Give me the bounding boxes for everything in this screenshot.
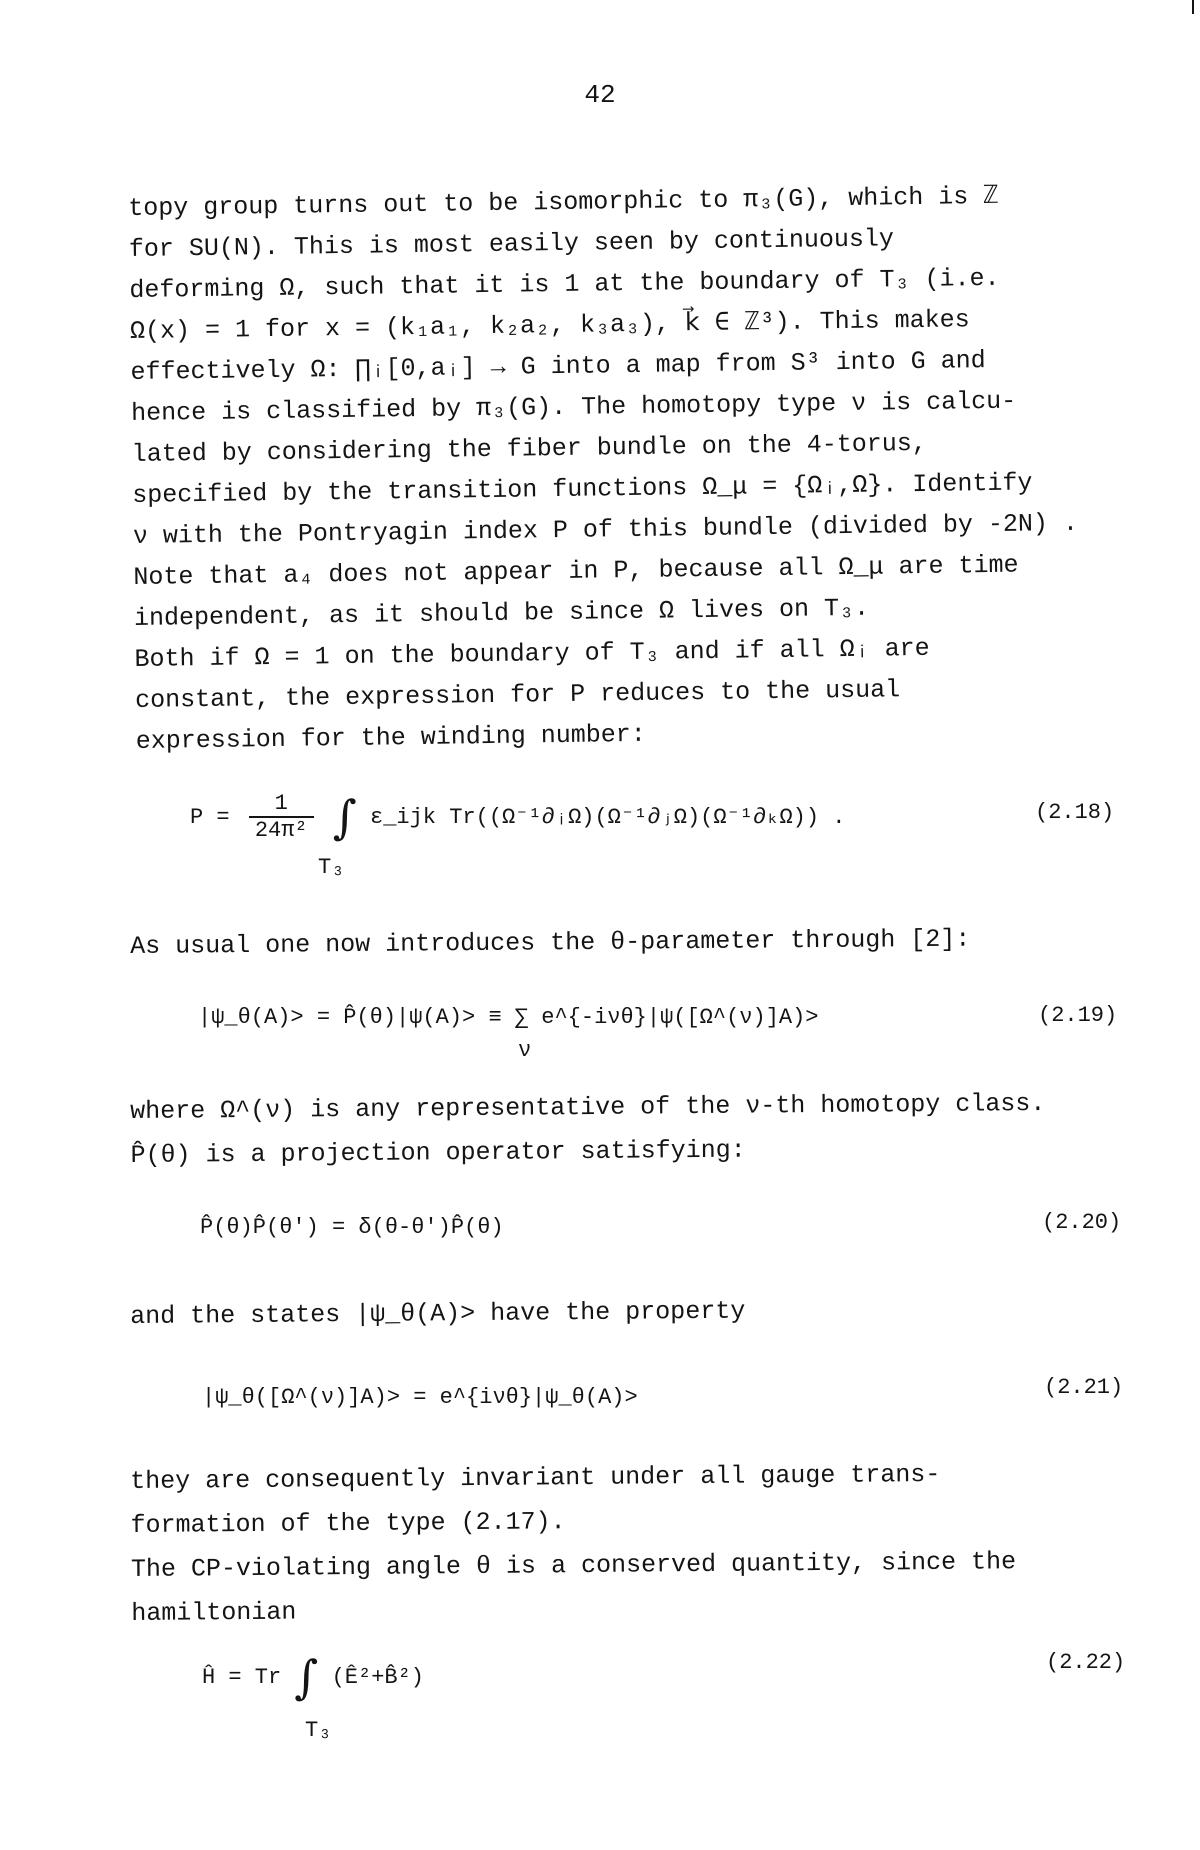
equation-number: (2.18) (1035, 800, 1115, 825)
integral-sign: ∫ (294, 1650, 319, 1704)
text-line: effectively Ω: ∏ᵢ[0,aᵢ] → G into a map from S³ into G and (130, 346, 986, 387)
text-line: As usual one now introduces the θ-parameter through [2]: (130, 924, 971, 961)
text-line: where Ω^(ν) is any representative of the ν-th homotopy class. (130, 1089, 1046, 1126)
eq-lhs: P = (190, 804, 230, 830)
eq-integrand: (Ê²+B̂²) (331, 1664, 425, 1690)
text-line: topy group turns out to be isomorphic to π₃(G), which is ℤ (128, 181, 999, 223)
text-line: Both if Ω = 1 on the boundary of T₃ and if all Ωᵢ are (134, 633, 930, 674)
text-line: Ω(x) = 1 for x = (k₁a₁, k₂a₂, k₃a₃), k⃗ ∈ ℤ³). This makes (129, 305, 970, 346)
text-line: for SU(N). This is most easily seen by continuously (128, 224, 895, 264)
text-line: lated by considering the fiber bundle on the 4-torus, (131, 428, 927, 469)
text-line: they are consequently invariant under all gauge trans- (130, 1459, 941, 1496)
equation-number: (2.22) (1046, 1650, 1126, 1675)
page-number: 42 (584, 80, 616, 110)
equation-2-21 (202, 1385, 638, 1410)
text-line: The CP-violating angle θ is a conserved quantity, since the (130, 1547, 1017, 1584)
equation-2-18 (190, 790, 846, 844)
text-line: P̂(θ) is a projection operator satisfying: (130, 1135, 746, 1170)
eq-expression: P̂(θ)P̂(θ') = δ(θ-θ')P̂(θ) (200, 1215, 504, 1240)
margin-mark (1192, 0, 1194, 14)
text-line: hamiltonian (131, 1597, 297, 1628)
text-theta-intro (130, 916, 1140, 969)
eq-lhs: Ĥ = Tr (202, 1664, 282, 1690)
text-representative (130, 1081, 1141, 1178)
text-line: hence is classified by π₃(G). The homotopy type ν is calcu- (130, 386, 1017, 428)
text-line: and the states |ψ_θ(A)> have the property (130, 1296, 746, 1331)
equation-2-19 (198, 1005, 819, 1030)
sum-index: ν (518, 1038, 532, 1063)
integral-sign: ∫ (332, 790, 357, 844)
paragraph-homotopy (128, 174, 1136, 762)
eq-integrand: ε_ijk Tr((Ω⁻¹∂ᵢΩ)(Ω⁻¹∂ⱼΩ)(Ω⁻¹∂ₖΩ)) . (370, 804, 846, 830)
text-line: expression for the winding number: (135, 719, 646, 756)
text-line: deforming Ω, such that it is 1 at the boundary of T₃ (i.e. (129, 263, 1000, 305)
equation-number: (2.21) (1044, 1375, 1124, 1400)
text-states-property (130, 1286, 1140, 1339)
fraction (249, 791, 314, 843)
text-line: formation of the type (2.17). (130, 1507, 566, 1540)
equation-number: (2.20) (1042, 1210, 1122, 1235)
equation-2-20 (200, 1215, 504, 1240)
fraction-denominator: 24π² (254, 818, 308, 843)
equation-2-22 (202, 1650, 424, 1704)
equation-number: (2.19) (1038, 1003, 1118, 1028)
integral-domain: T₃ (318, 855, 345, 880)
text-line: ν with the Pontryagin index P of this bundle (divided by -2N) . (132, 508, 1079, 551)
eq-expression: |ψ_θ(A)> = P̂(θ)|ψ(A)> ≡ ∑ e^{-iνθ}|ψ([Ω^(ν)]A)> (198, 1005, 819, 1030)
paragraph-invariance (130, 1451, 1141, 1636)
text-line: independent, as it should be since Ω lives on T₃. (133, 593, 870, 633)
integral-domain: T₃ (305, 1718, 332, 1743)
text-line: constant, the expression for P reduces to the usual (134, 675, 901, 715)
text-line: specified by the transition functions Ω_μ = {Ωᵢ,Ω}. Identify (132, 468, 1033, 510)
text-line: Note that a₄ does not appear in P, because all Ω_μ are time (133, 550, 1019, 592)
fraction-numerator: 1 (249, 791, 314, 818)
eq-expression: |ψ_θ([Ω^(ν)]A)> = e^{iνθ}|ψ_θ(A)> (202, 1385, 638, 1410)
